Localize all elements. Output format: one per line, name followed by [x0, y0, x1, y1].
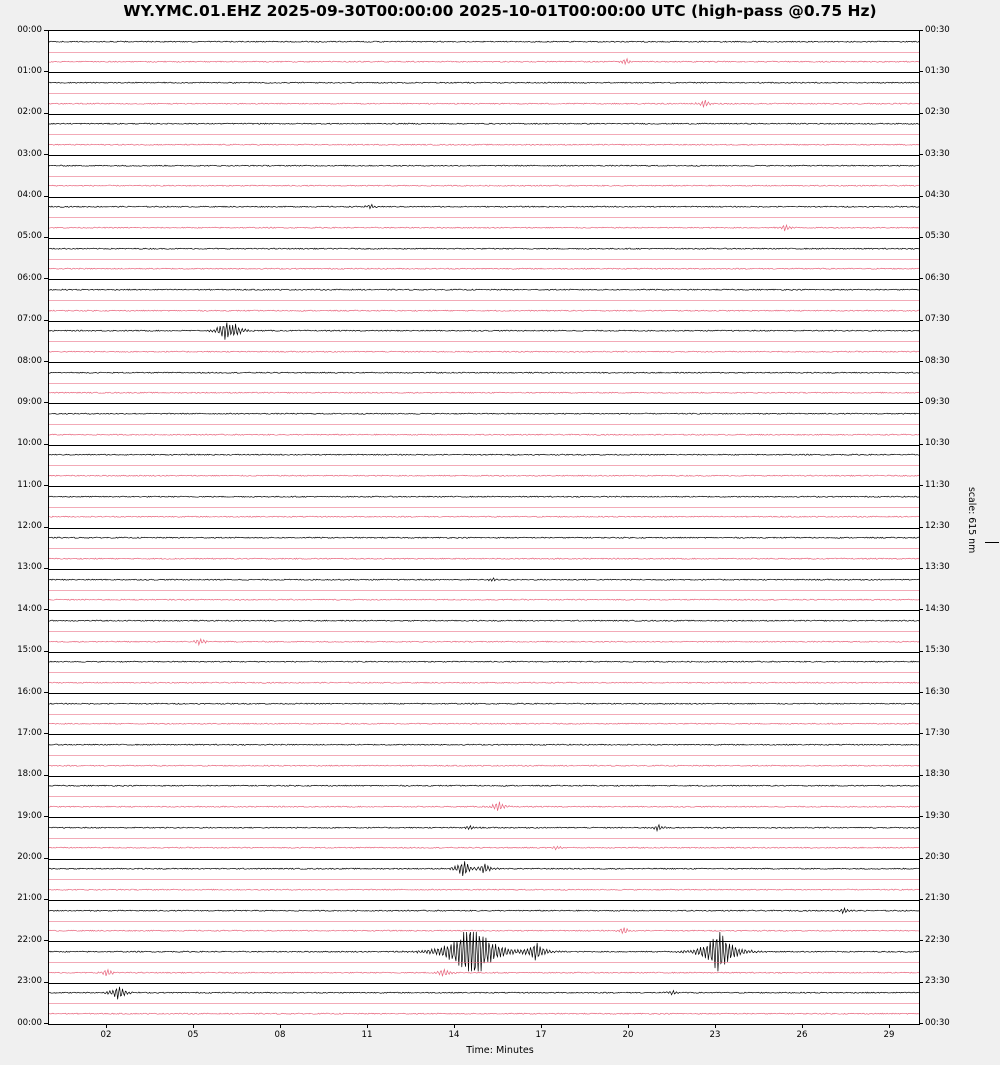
row-separator — [49, 52, 919, 53]
scale-annotation: scale: 615 nm — [966, 487, 977, 554]
y-tick — [919, 568, 923, 569]
x-tick — [106, 1024, 107, 1028]
y-axis-label-left: 12:00 — [17, 521, 42, 531]
row-separator — [49, 197, 919, 198]
y-axis-label-left: 21:00 — [17, 893, 42, 904]
y-axis-label-right: 01:30 — [925, 65, 950, 76]
x-axis-label: 08 — [274, 1030, 286, 1040]
row-separator — [49, 134, 919, 135]
y-tick — [919, 899, 923, 900]
x-axis-label: 26 — [796, 1030, 808, 1040]
row-separator — [49, 879, 919, 880]
y-tick — [919, 733, 923, 734]
row-separator — [49, 610, 919, 611]
y-tick — [44, 858, 48, 859]
row-separator — [49, 279, 919, 280]
y-axis-label-right: 00:30 — [925, 1017, 950, 1028]
y-tick — [44, 154, 48, 155]
row-separator — [49, 776, 919, 777]
y-axis-label-left: 05:00 — [17, 231, 42, 242]
row-separator — [49, 631, 919, 632]
y-tick — [44, 402, 48, 403]
y-tick — [919, 485, 923, 486]
row-separator — [49, 569, 919, 570]
y-tick — [44, 237, 48, 238]
y-tick — [919, 237, 923, 238]
x-tick — [367, 1024, 368, 1028]
y-tick — [44, 444, 48, 445]
y-axis-label-right: 20:30 — [925, 852, 950, 862]
y-tick — [44, 71, 48, 72]
row-separator — [49, 672, 919, 673]
row-separator — [49, 714, 919, 715]
row-separator — [49, 114, 919, 115]
y-tick — [44, 196, 48, 197]
y-axis-label-right: 06:30 — [925, 272, 950, 283]
x-axis-label: 14 — [448, 1030, 460, 1040]
y-axis-label-left: 17:00 — [17, 727, 42, 738]
row-separator — [49, 1003, 919, 1004]
y-tick — [919, 444, 923, 445]
y-axis-label-right: 22:30 — [925, 934, 950, 945]
y-tick — [44, 940, 48, 941]
y-axis-label-right: 08:30 — [925, 355, 950, 366]
y-axis-label-left: 22:00 — [17, 934, 42, 945]
y-tick — [919, 278, 923, 279]
y-tick — [919, 609, 923, 610]
y-tick — [919, 940, 923, 941]
y-tick — [44, 320, 48, 321]
x-tick — [280, 1024, 281, 1028]
row-separator — [49, 734, 919, 735]
y-axis-label-left: 09:00 — [17, 396, 42, 407]
y-axis-label-left: 15:00 — [17, 645, 42, 656]
row-separator — [49, 424, 919, 425]
y-axis-label-right: 00:30 — [925, 24, 950, 35]
x-axis-label: 23 — [709, 1030, 721, 1040]
y-axis-label-left: 06:00 — [17, 272, 42, 283]
y-axis-label-right: 21:30 — [925, 893, 950, 904]
y-tick — [919, 858, 923, 859]
y-axis-label-left: 10:00 — [17, 438, 42, 449]
x-tick — [541, 1024, 542, 1028]
x-tick — [802, 1024, 803, 1028]
y-tick — [919, 692, 923, 693]
x-tick — [715, 1024, 716, 1028]
row-separator — [49, 693, 919, 694]
y-tick — [919, 113, 923, 114]
y-axis-label-right: 13:30 — [925, 562, 950, 573]
y-tick — [44, 816, 48, 817]
y-axis-label-right: 04:30 — [925, 190, 950, 200]
y-tick — [44, 1023, 48, 1024]
y-tick — [919, 71, 923, 72]
y-tick — [44, 651, 48, 652]
y-tick — [44, 609, 48, 610]
row-separator — [49, 403, 919, 404]
row-separator — [49, 921, 919, 922]
y-tick — [919, 651, 923, 652]
page-title: WY.YMC.01.EHZ 2025-09-30T00:00:00 2025-10-01T00:00:00 UTC (high-pass @0.75 Hz) — [123, 2, 877, 20]
y-tick — [44, 278, 48, 279]
y-axis-label-right: 03:30 — [925, 148, 950, 159]
row-separator — [49, 548, 919, 549]
row-separator — [49, 528, 919, 529]
x-tick — [889, 1024, 890, 1028]
row-separator — [49, 590, 919, 591]
y-axis-label-right: 11:30 — [925, 479, 950, 490]
y-axis-label-right: 02:30 — [925, 107, 950, 118]
y-axis-label-left: 03:00 — [17, 148, 42, 159]
x-axis-label: 05 — [187, 1030, 199, 1040]
y-tick — [919, 527, 923, 528]
row-separator — [49, 383, 919, 384]
x-axis-label: 11 — [361, 1030, 373, 1040]
y-axis-label-left: 20:00 — [17, 852, 42, 862]
row-separator — [49, 465, 919, 466]
y-axis-label-left: 00:00 — [17, 24, 42, 35]
y-axis-label-right: 16:30 — [925, 686, 950, 697]
y-axis-label-left: 00:00 — [17, 1017, 42, 1028]
y-axis-label-left: 04:00 — [17, 190, 42, 200]
y-axis-label-right: 15:30 — [925, 645, 950, 656]
row-separator — [49, 817, 919, 818]
y-axis-label-right: 10:30 — [925, 438, 950, 449]
y-tick — [919, 154, 923, 155]
y-tick — [44, 485, 48, 486]
row-separator — [49, 445, 919, 446]
y-tick — [919, 196, 923, 197]
y-tick — [44, 692, 48, 693]
y-tick — [44, 568, 48, 569]
y-axis-label-left: 23:00 — [17, 976, 42, 987]
y-axis-label-right: 09:30 — [925, 396, 950, 407]
y-axis-label-right: 07:30 — [925, 314, 950, 325]
x-axis-label: 20 — [622, 1030, 634, 1040]
row-separator — [49, 176, 919, 177]
y-tick — [919, 361, 923, 362]
row-separator — [49, 238, 919, 239]
y-axis-label-left: 01:00 — [17, 65, 42, 76]
y-axis-label-left: 14:00 — [17, 603, 42, 614]
row-separator — [49, 486, 919, 487]
row-separator — [49, 900, 919, 901]
y-axis-label-left: 11:00 — [17, 479, 42, 490]
y-axis-label-right: 05:30 — [925, 231, 950, 242]
y-tick — [919, 402, 923, 403]
row-separator — [49, 838, 919, 839]
y-tick — [44, 361, 48, 362]
y-axis-label-right: 23:30 — [925, 976, 950, 987]
row-separator — [49, 796, 919, 797]
y-tick — [919, 816, 923, 817]
row-separator — [49, 652, 919, 653]
y-axis-label-left: 19:00 — [17, 810, 42, 821]
y-axis-label-left: 13:00 — [17, 562, 42, 573]
y-axis-label-right: 19:30 — [925, 810, 950, 821]
y-tick — [44, 899, 48, 900]
row-separator — [49, 155, 919, 156]
x-tick — [628, 1024, 629, 1028]
x-tick — [193, 1024, 194, 1028]
y-axis-label-left: 16:00 — [17, 686, 42, 697]
y-axis-label-left: 02:00 — [17, 107, 42, 118]
plot-area — [48, 30, 920, 1025]
scale-bar-icon — [985, 542, 999, 543]
y-tick — [919, 982, 923, 983]
y-axis-label-right: 12:30 — [925, 521, 950, 531]
y-axis-label-right: 14:30 — [925, 603, 950, 614]
x-axis-label: 29 — [883, 1030, 895, 1040]
x-tick — [454, 1024, 455, 1028]
y-tick — [919, 30, 923, 31]
row-separator — [49, 983, 919, 984]
row-separator — [49, 321, 919, 322]
row-separator — [49, 507, 919, 508]
y-tick — [44, 733, 48, 734]
row-separator — [49, 341, 919, 342]
y-tick — [919, 320, 923, 321]
y-tick — [44, 527, 48, 528]
x-axis-title: Time: Minutes — [466, 1045, 534, 1056]
row-separator — [49, 259, 919, 260]
row-separator — [49, 72, 919, 73]
row-separator — [49, 362, 919, 363]
row-separator — [49, 941, 919, 942]
x-axis-label: 17 — [535, 1030, 547, 1040]
y-axis-label-left: 07:00 — [17, 314, 42, 325]
row-separator — [49, 755, 919, 756]
row-separator — [49, 300, 919, 301]
y-tick — [919, 1023, 923, 1024]
y-tick — [44, 113, 48, 114]
y-axis-label-left: 08:00 — [17, 355, 42, 366]
x-axis-label: 02 — [100, 1030, 112, 1040]
y-axis-label-right: 17:30 — [925, 727, 950, 738]
y-tick — [44, 775, 48, 776]
y-tick — [44, 982, 48, 983]
row-separator — [49, 962, 919, 963]
y-axis-label-right: 18:30 — [925, 769, 950, 780]
trace-row — [49, 993, 919, 1025]
y-axis-label-left: 18:00 — [17, 769, 42, 780]
y-tick — [919, 775, 923, 776]
row-separator — [49, 217, 919, 218]
y-tick — [44, 30, 48, 31]
row-separator — [49, 859, 919, 860]
row-separator — [49, 93, 919, 94]
